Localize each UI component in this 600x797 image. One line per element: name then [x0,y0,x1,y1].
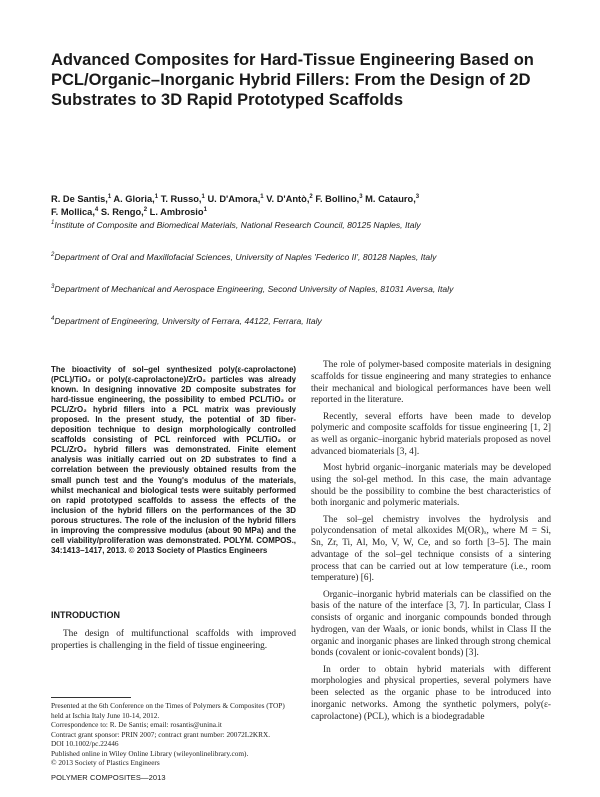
body-paragraph: Recently, several efforts have been made to develop polymeric and composite scaffolds for tissue engineering [1, 2] as well as organic–inorganic hybrid materials proposed as novel advanced biomaterials [3, 4]. [311,411,551,457]
body-paragraph: The sol–gel chemistry involves the hydrolysis and polycondensation of metal alkoxides M(OR)ₓ, where M = Si, Sn, Zr, Ti, Al, Mo, V, W, Ce, and so forth [3–5]. The main advantage of the sol–gel technique consists of a sintering process that can be carried out at low temperature (i.e., room temperature) [6]. [311,514,551,584]
footnotes [51,701,296,768]
introduction-paragraph: The design of multifunctional scaffolds with improved properties is challenging in the field of tissue engineering. [51,629,296,652]
footnote-divider [51,697,131,698]
abstract: The bioactivity of sol–gel synthesized poly(ε-caprolactone) (PCL)/TiO₂ or poly(ε-caprolactone)/ZrO₂ particles was already known. In designing innovative 2D composite substrates for hard-tissue engineering, the possibility to embed PCL/TiO₂ or PCL/ZrO₂ hybrid fillers into a PCL matrix was previously proposed. In the present study, the potential of 3D fiber-deposition technique to design morphologically controlled scaffolds consisting of PCL reinforced with PCL/TiO₂ or PCL/ZrO₂ hybrid fillers was demonstrated. Finite element analysis was initially carried out on 2D substrates to find a correlation between the previously obtained results from the small punch test and the Young's modulus of the materials, whilst mechanical and biological tests were suitably performed on rapid prototyped scaffolds to assess the effects of the inclusion of the hybrid fillers on the performances of the 3D porous structures. The role of the inclusion of the hybrid fillers in improving the compressive modulus (about 90 MPa) and the cell viability/proliferation was demonstrated. POLYM. COMPOS., 34:1413–1417, 2013. © 2013 Society of Plastics Engineers [51,365,296,555]
right-column-body [311,360,551,728]
affiliation-2: $^2$Department of Oral and Maxillofacial Sciences, University of Naples 'Federico II', 80128 Naples, Italy [51,252,437,262]
footnote-copyright: © 2013 Society of Plastics Engineers [51,758,160,767]
footnote-published-online: Published online in Wiley Online Library (wileyonlinelibrary.com). [51,748,249,758]
affiliation-3: $^3$Department of Mechanical and Aerospace Engineering, Second University of Naples, 81031 Aversa, Italy [51,284,454,294]
author-line-2: F. Mollica,$^4$ S. Rengo,$^2$ L. Ambrosio$^1$ [51,206,207,217]
footnote-correspondence: Correspondence to: R. De Santis; email: rosantis@unina.it [51,720,222,729]
affiliation-1: $^1$Institute of Composite and Biomedical Materials, National Research Council, 80125 Naples, Italy [51,220,421,230]
body-paragraph: Organic–inorganic hybrid materials can be classified on the basis of the nature of the interface [3, 7]. In particular, Class I consists of organic and inorganic compounds bonded through hydrogen, van der Waals, or ionic bonds, whilst in Class II the organic and inorganic phases are linked through strong chemical bonds (covalent or ionic-covalent bonds) [3]. [311,589,551,659]
footnote-conference: Presented at the 6th Conference on the Times of Polymers & Composites (TOP) held at Ischia Italy June 10-14, 2012. [51,701,285,720]
author-list [51,193,551,218]
footnote-grant: Contract grant sponsor: PRIN 2007; contract grant number: 20072L2KRX. [51,729,271,739]
article-title: Advanced Composites for Hard-Tissue Engineering Based on PCL/Organic–Inorganic Hybrid Fillers: From the Design of 2D Substrates to 3D Rapid Prototyped Scaffolds [51,51,534,109]
footnote-doi: DOI 10.1002/pc.22446 [51,739,119,748]
author-line-1: R. De Santis,$^1$ A. Gloria,$^1$ T. Russo,$^1$ U. D'Amora,$^1$ V. D'Antò,$^2$ F. Bollino,$^3$ M. Catauro,$^3$ [51,193,420,204]
affiliation-4: $^4$Department of Engineering, University of Ferrara, 44122, Ferrara, Italy [51,316,322,326]
body-paragraph: The role of polymer-based composite materials in designing scaffolds for tissue engineering and many strategies to enhance their mechanical and biological performances have been well reported in the literature. [311,360,551,406]
body-paragraph: Most hybrid organic–inorganic materials may be developed using the sol-gel method. In this case, the main advantage should be the possibility to combine the best characteristics of both inorganic and polymeric materials. [311,463,551,509]
journal-footer: POLYMER COMPOSITES—2013 [51,773,166,782]
section-heading-introduction: INTRODUCTION [51,610,120,620]
body-paragraph: In order to obtain hybrid materials with different morphologies and physical properties, several polymers have been selected as the organic phase to be introduced into inorganic networks. Among the synthetic polymers, poly(ε-caprolactone) (PCL), which is a biodegradable [311,664,551,722]
